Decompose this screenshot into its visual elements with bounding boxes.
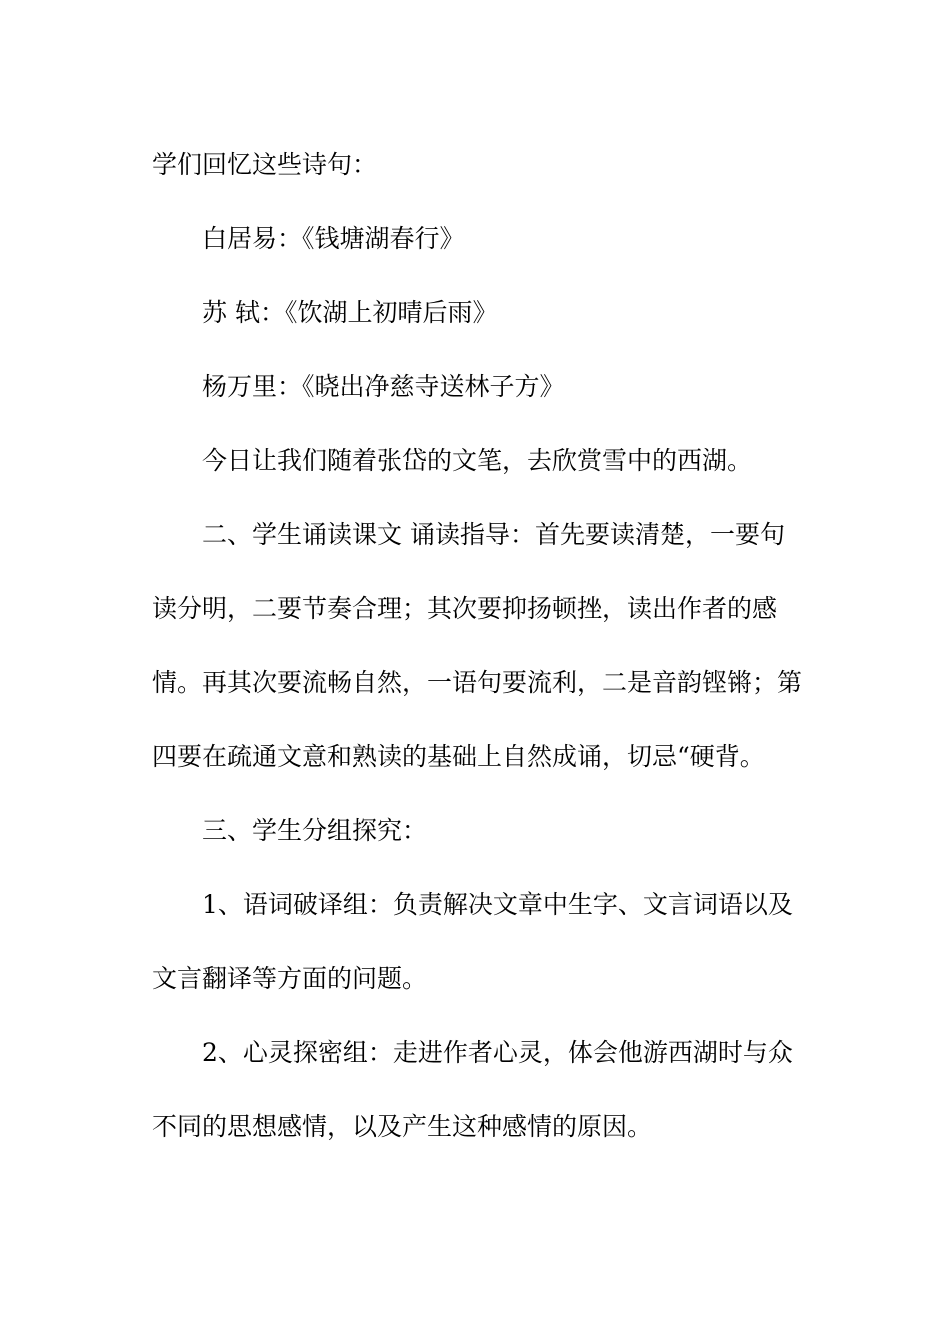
paragraph-intro: 学们回忆这些诗句：: [152, 150, 378, 179]
paragraph-group-two: 2、心灵探密组：走进作者心灵，体会他游西湖时与众不同的思想感情，以及产生这种感情的原因。: [152, 1038, 793, 1141]
paragraph-transition: 今日让我们随着张岱的文笔，去欣赏雪中的西湖。: [202, 446, 753, 475]
paragraph-poem-bai-juyi: 白居易：《钱塘湖春行》: [202, 224, 465, 253]
paragraph-poem-yang-wanli: 杨万里：《晓出净慈寺送林子方》: [202, 372, 565, 401]
paragraph-poem-su-shi: 苏 轼：《饮湖上初晴后雨》: [202, 298, 498, 327]
paragraph-section-two: 二、学生诵读课文 诵读指导：首先要读清楚，一要句读分明，二要节奏合理；其次要抑扬顿挫，读出作者的感情。再其次要流畅自然，一语句要流利，二是音韵铿锵；第四要在疏通文意和熟读的基础上自然成诵，切忌“硬背。: [152, 520, 803, 771]
paragraph-section-three-heading: 三、学生分组探究：: [202, 816, 428, 845]
paragraph-group-one: 1、语词破译组：负责解决文章中生字、文言词语以及文言翻译等方面的问题。: [152, 890, 793, 993]
document-body: [152, 128, 804, 1164]
